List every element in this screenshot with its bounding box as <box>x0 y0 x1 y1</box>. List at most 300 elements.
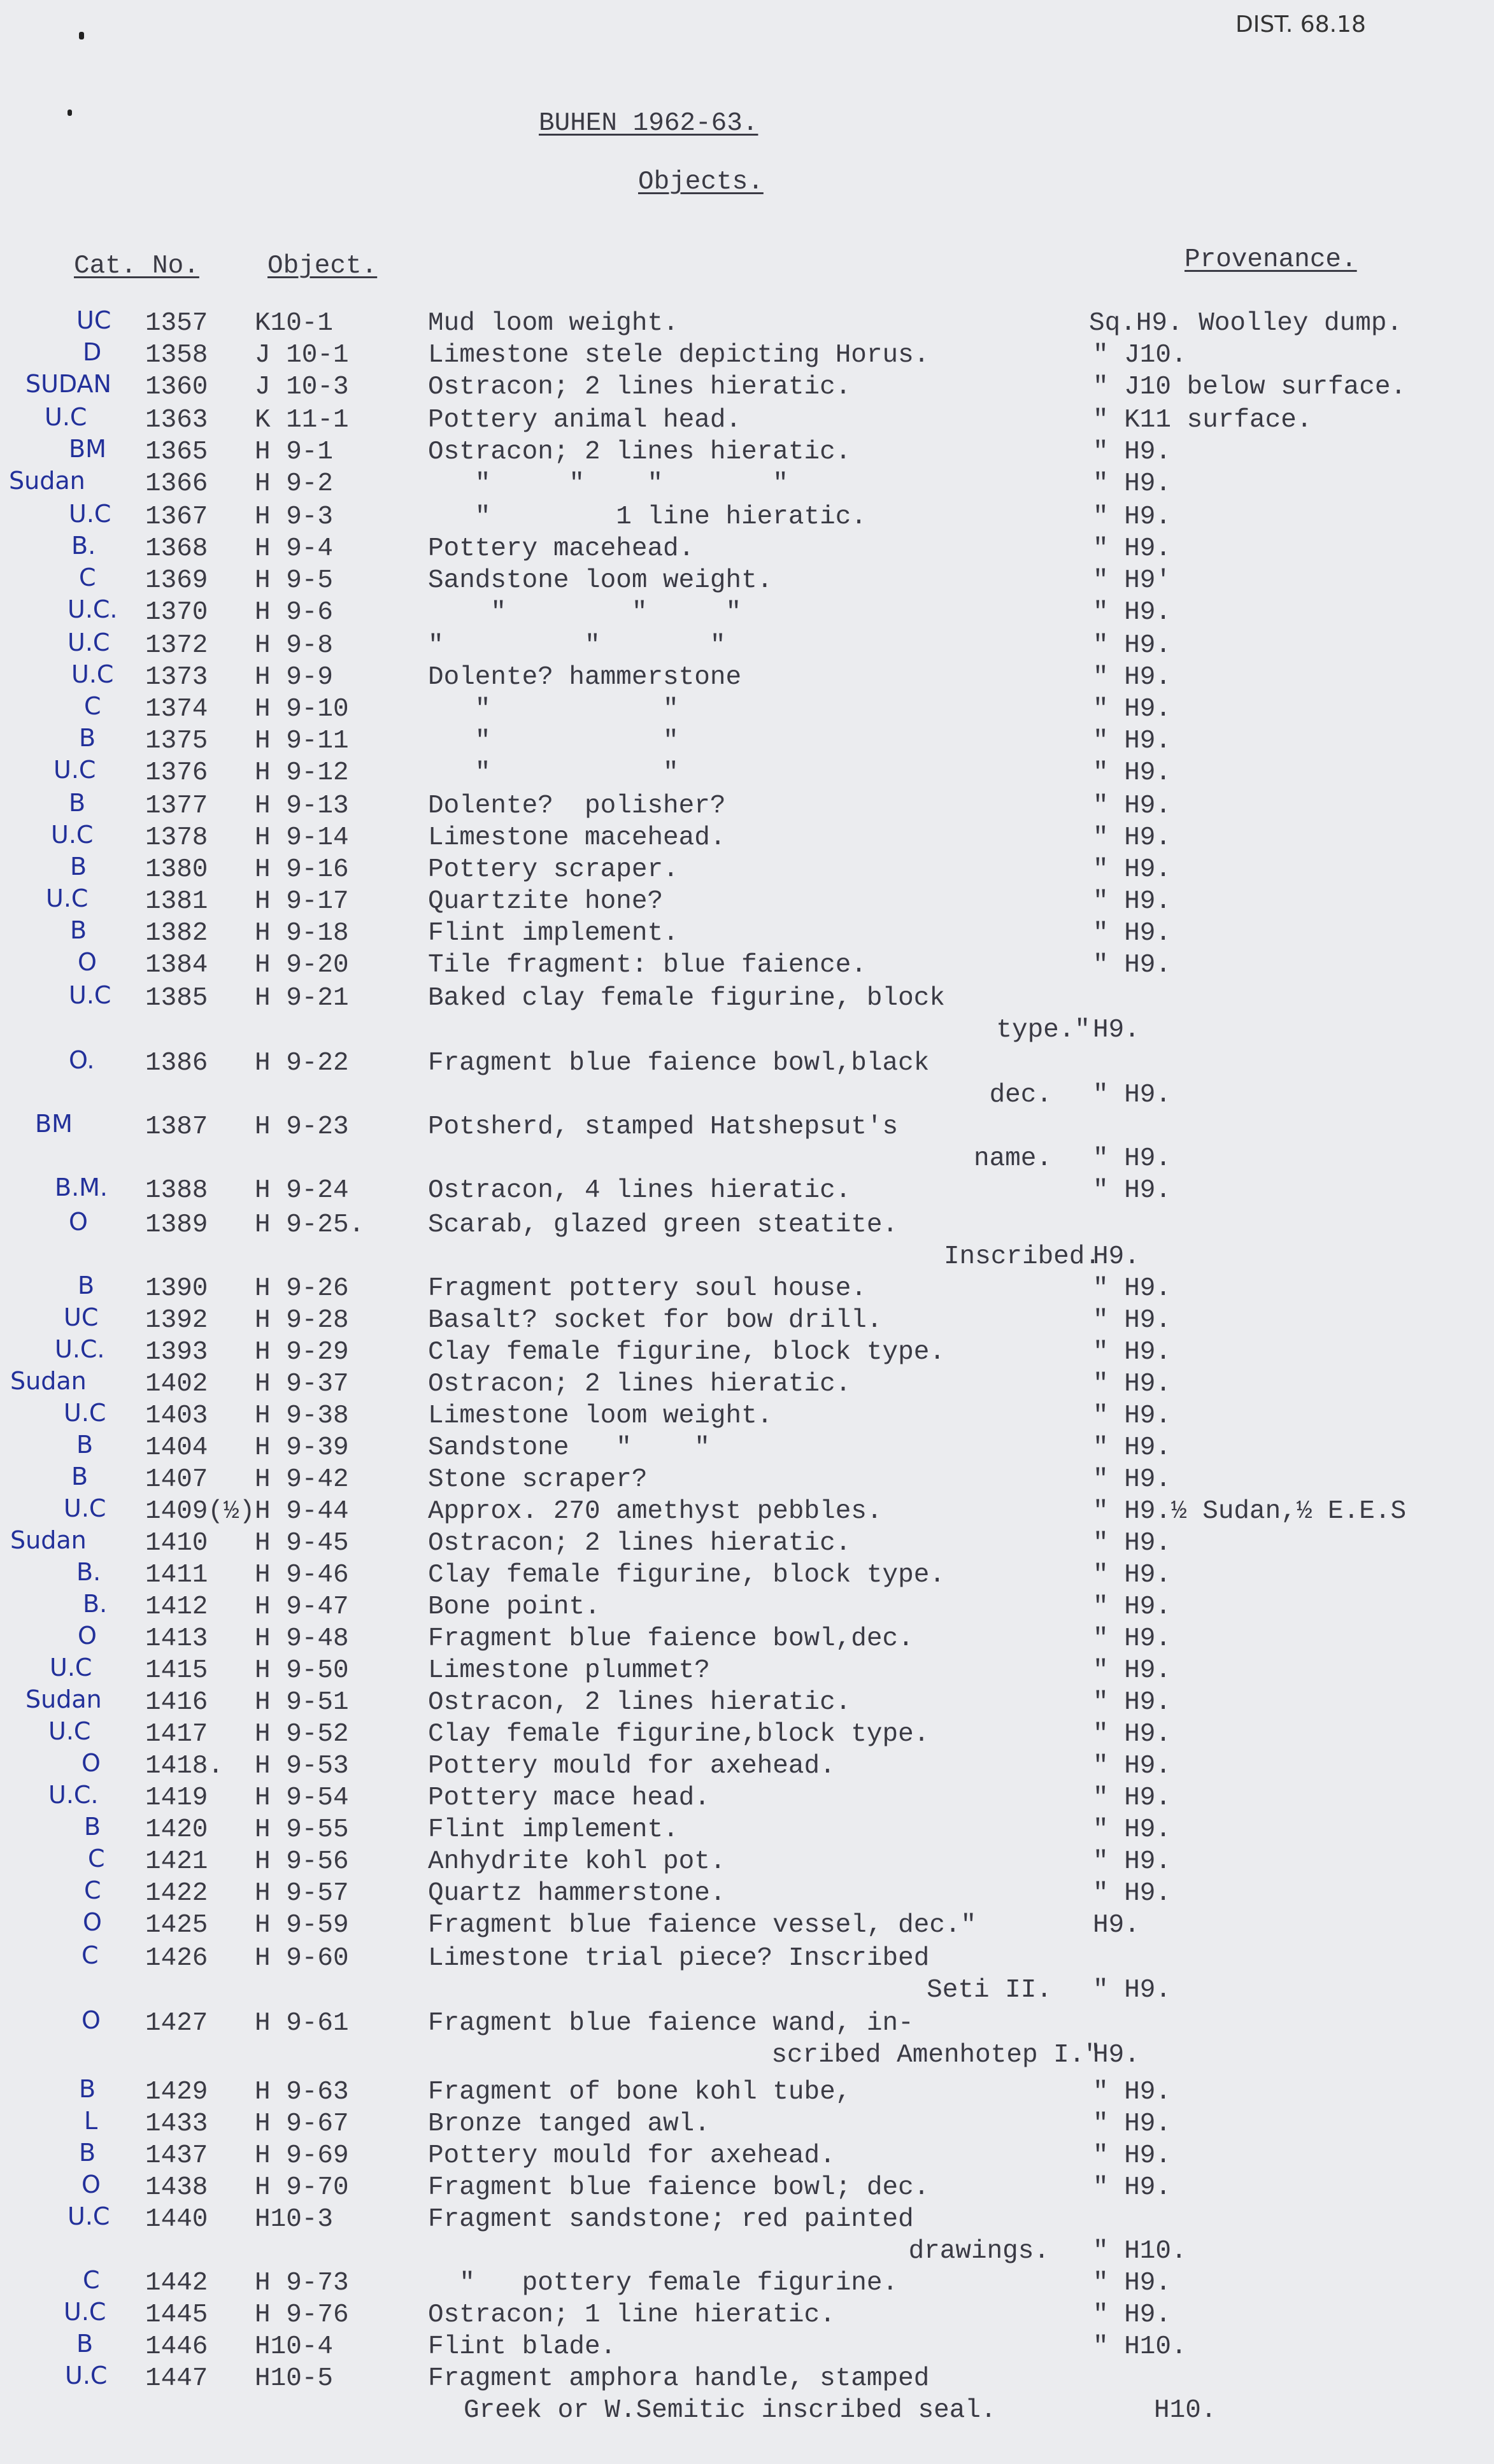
destination-note: B <box>76 2330 94 2358</box>
square-location: H 9-54 <box>255 1783 349 1813</box>
catalogue-number: 1378 <box>145 823 208 853</box>
provenance: " H9.½ Sudan,½ E.E.S <box>1093 1497 1407 1526</box>
object-description: Ostracon, 4 lines hieratic. <box>428 1176 851 1205</box>
catalogue-number: 1429 <box>145 2078 208 2107</box>
destination-note: B <box>70 853 87 881</box>
object-description: Approx. 270 amethyst pebbles. <box>428 1497 883 1526</box>
square-location: H 9-47 <box>255 1592 349 1622</box>
object-description: Limestone loom weight. <box>428 1401 773 1431</box>
catalogue-number: 1411 <box>145 1561 208 1590</box>
destination-note: U.C <box>50 1653 92 1682</box>
destination-note: U.C <box>64 2298 106 2326</box>
square-location: H 9-3 <box>255 502 334 532</box>
catalogue-number: 1387 <box>145 1112 208 1142</box>
catalogue-number: 1426 <box>145 1944 208 1973</box>
object-description-continued: Greek or W.Semitic inscribed seal. <box>464 2396 997 2425</box>
destination-note: U.C. <box>55 1335 105 1363</box>
top-left-mark-2 <box>68 110 72 116</box>
square-location: H 9-38 <box>255 1401 349 1431</box>
provenance: " H9. <box>1093 2300 1172 2330</box>
object-description: " " " <box>428 631 726 660</box>
object-description: Limestone macehead. <box>428 823 726 853</box>
object-description: Limestone trial piece? Inscribed <box>428 1944 930 1973</box>
provenance: " H9. <box>1093 855 1172 884</box>
destination-note: Sudan <box>10 1367 87 1395</box>
destination-note: U.C <box>65 2361 108 2390</box>
catalogue-number: 1363 <box>145 406 208 435</box>
destination-note: B <box>69 789 86 817</box>
provenance: " H9. <box>1093 1176 1172 1205</box>
square-location: H 9-46 <box>255 1561 349 1590</box>
catalogue-number: 1418. <box>145 1752 224 1781</box>
square-location: H 9-42 <box>255 1465 349 1494</box>
provenance: " H9' <box>1093 566 1172 595</box>
object-description: Fragment blue faience bowl; dec. <box>428 2173 930 2202</box>
object-description: Ostracon; 1 line hieratic. <box>428 2300 836 2330</box>
square-location: H 9-8 <box>255 631 334 660</box>
object-description: " " <box>428 726 679 756</box>
header-provenance: Provenance. <box>1185 245 1357 274</box>
object-description: Fragment pottery soul house. <box>428 1274 867 1303</box>
square-location: H 9-51 <box>255 1688 349 1717</box>
destination-note: U.C <box>48 1717 91 1745</box>
square-location: H 9-55 <box>255 1815 349 1844</box>
provenance: H10. <box>1154 2396 1217 2425</box>
provenance: H9. <box>1093 1911 1140 1940</box>
catalogue-number: 1368 <box>145 534 208 563</box>
destination-note: O <box>78 948 97 976</box>
square-location: J 10-3 <box>255 372 349 402</box>
destination-note: Sudan <box>9 467 85 495</box>
destination-note: O <box>78 1622 97 1650</box>
destination-note: C <box>84 692 101 720</box>
catalogue-number: 1425 <box>145 1911 208 1940</box>
catalogue-number: 1358 <box>145 341 208 370</box>
square-location: K 11-1 <box>255 406 349 435</box>
square-location: H 9-73 <box>255 2269 349 2298</box>
object-description: " 1 line hieratic. <box>428 502 867 532</box>
square-location: H 9-76 <box>255 2300 349 2330</box>
catalogue-number: 1410 <box>145 1529 208 1558</box>
reference-number: DIST. 68.18 <box>1235 11 1366 38</box>
square-location: H 9-52 <box>255 1720 349 1749</box>
provenance: " H9. <box>1093 823 1172 853</box>
provenance: " H9. <box>1093 1306 1172 1335</box>
destination-note: C <box>88 1844 105 1873</box>
provenance: " H9. <box>1093 919 1172 948</box>
object-description-continued: Inscribed. <box>943 1242 1100 1271</box>
square-location: H 9-67 <box>255 2109 349 2139</box>
page-subtitle: Objects. <box>638 167 764 197</box>
object-description: Limestone plummet? <box>428 1656 710 1685</box>
destination-note: L <box>84 2107 98 2135</box>
object-description: Flint implement. <box>428 1815 679 1844</box>
destination-note: C <box>83 2266 100 2294</box>
object-description: Scarab, glazed green steatite. <box>428 1210 899 1240</box>
destination-note: C <box>84 1876 101 1904</box>
catalogue-number: 1392 <box>145 1306 208 1335</box>
catalogue-number: 1374 <box>145 695 208 724</box>
square-location: H 9-44 <box>255 1497 349 1526</box>
provenance: " H9. <box>1093 663 1172 692</box>
page-title: BUHEN 1962-63. <box>539 109 758 138</box>
square-location: H 9-45 <box>255 1529 349 1558</box>
square-location: H 9-37 <box>255 1370 349 1399</box>
destination-note: Sudan <box>10 1526 87 1554</box>
object-description: Potsherd, stamped Hatshepsut's <box>428 1112 899 1142</box>
provenance: " H9. <box>1093 726 1172 756</box>
provenance: " H9. <box>1093 1274 1172 1303</box>
catalogue-number: 1372 <box>145 631 208 660</box>
provenance: " H9. <box>1093 1080 1172 1110</box>
square-location: H 9-59 <box>255 1911 349 1940</box>
provenance: " H9. <box>1093 534 1172 563</box>
destination-note: U.C <box>53 756 96 784</box>
destination-note: O <box>82 2170 101 2198</box>
destination-note: U.C <box>64 1494 106 1522</box>
square-location: H 9-29 <box>255 1338 349 1367</box>
provenance: " H9. <box>1093 1656 1172 1685</box>
object-description: " " " " <box>428 469 788 499</box>
provenance: " H9. <box>1093 2109 1172 2139</box>
square-location: H 9-39 <box>255 1433 349 1462</box>
object-description: Fragment blue faience vessel, dec." <box>428 1911 977 1940</box>
provenance: " H9. <box>1093 1688 1172 1717</box>
square-location: H 9-70 <box>255 2173 349 2202</box>
catalogue-number: 1409(½) <box>145 1497 255 1526</box>
object-description: " pottery female figurine. <box>428 2269 899 2298</box>
square-location: H 9-2 <box>255 469 334 499</box>
object-description: Quartzite hone? <box>428 887 664 916</box>
destination-note: B <box>84 1813 101 1841</box>
square-location: J 10-1 <box>255 341 349 370</box>
object-description: Ostracon; 2 lines hieratic. <box>428 437 851 467</box>
destination-note: B. <box>83 1590 108 1618</box>
catalogue-number: 1445 <box>145 2300 208 2330</box>
provenance: " H9. <box>1093 1465 1172 1494</box>
provenance: " J10 below surface. <box>1093 372 1407 402</box>
square-location: H 9-53 <box>255 1752 349 1781</box>
catalogue-number: 1393 <box>145 1338 208 1367</box>
catalogue-number: 1419 <box>145 1783 208 1813</box>
square-location: H 9-21 <box>255 984 349 1013</box>
provenance: " H9. <box>1093 1561 1172 1590</box>
object-description: Flint implement. <box>428 919 679 948</box>
catalogue-number: 1367 <box>145 502 208 532</box>
provenance: " H9. <box>1093 951 1172 980</box>
provenance: " H9. <box>1093 2173 1172 2202</box>
destination-note: U.C <box>68 2202 110 2230</box>
destination-note: UC <box>64 1303 99 1331</box>
catalogue-number: 1382 <box>145 919 208 948</box>
catalogue-number: 1386 <box>145 1049 208 1078</box>
catalogue-number: 1446 <box>145 2332 208 2361</box>
destination-note: B <box>76 1431 94 1459</box>
object-description: " " " <box>428 598 742 627</box>
destination-note: U.C <box>46 884 89 912</box>
square-location: H 9-56 <box>255 1847 349 1876</box>
provenance: " H9. <box>1093 1370 1172 1399</box>
catalogue-number: 1360 <box>145 372 208 402</box>
destination-note: B <box>79 2139 96 2167</box>
object-description: Pottery mould for axehead. <box>428 1752 836 1781</box>
square-location: H 9-60 <box>255 1944 349 1973</box>
destination-note: Sudan <box>25 1685 102 1713</box>
destination-note: O. <box>69 1046 95 1074</box>
catalogue-number: 1365 <box>145 437 208 467</box>
provenance: " H9. <box>1093 598 1172 627</box>
object-description: Pottery animal head. <box>428 406 742 435</box>
square-location: H10-3 <box>255 2205 334 2234</box>
provenance: H9. <box>1093 1016 1140 1045</box>
provenance: " H9. <box>1093 791 1172 821</box>
square-location: H 9-26 <box>255 1274 349 1303</box>
provenance: " H9. <box>1093 1433 1172 1462</box>
square-location: H 9-5 <box>255 566 334 595</box>
destination-note: U.C. <box>68 595 118 623</box>
object-description: Clay female figurine,block type. <box>428 1720 930 1749</box>
square-location: H 9-48 <box>255 1624 349 1653</box>
provenance: " H9. <box>1093 2269 1172 2298</box>
square-location: H 9-20 <box>255 951 349 980</box>
object-description: Fragment blue faience bowl,dec. <box>428 1624 914 1653</box>
square-location: H 9-50 <box>255 1656 349 1685</box>
destination-note: SUDAN <box>25 370 111 398</box>
provenance: " H10. <box>1093 2237 1187 2266</box>
square-location: H 9-61 <box>255 2009 349 2038</box>
catalogue-number: 1404 <box>145 1433 208 1462</box>
square-location: H 9-14 <box>255 823 349 853</box>
square-location: H 9-9 <box>255 663 334 692</box>
catalogue-number: 1384 <box>145 951 208 980</box>
provenance: " H9. <box>1093 887 1172 916</box>
square-location: H 9-23 <box>255 1112 349 1142</box>
object-description-continued: scribed Amenhotep I." <box>771 2041 1100 2070</box>
catalogue-number: 1440 <box>145 2205 208 2234</box>
destination-note: U.C <box>68 628 110 656</box>
catalogue-number: 1416 <box>145 1688 208 1717</box>
object-description-continued: type." <box>996 1016 1090 1045</box>
catalogue-number: 1388 <box>145 1176 208 1205</box>
provenance: " H9. <box>1093 1401 1172 1431</box>
object-description: Quartz hammerstone. <box>428 1879 726 1908</box>
destination-note: B <box>78 1271 95 1299</box>
object-description: Ostracon, 2 lines hieratic. <box>428 1688 851 1717</box>
catalogue-number: 1370 <box>145 598 208 627</box>
provenance: " H9. <box>1093 695 1172 724</box>
top-left-mark-1 <box>79 32 84 39</box>
header-cat-no: Cat. No. <box>74 251 199 281</box>
provenance: " H9. <box>1093 1879 1172 1908</box>
object-description: Basalt? socket for bow drill. <box>428 1306 883 1335</box>
object-description: Sandstone " " <box>428 1433 710 1462</box>
catalogue-number: 1390 <box>145 1274 208 1303</box>
destination-note: B. <box>71 532 96 560</box>
destination-note: U.C <box>69 981 111 1009</box>
catalogue-number: 1357 <box>145 309 208 338</box>
provenance: " H9. <box>1093 469 1172 499</box>
catalogue-number: 1417 <box>145 1720 208 1749</box>
square-location: H10-4 <box>255 2332 334 2361</box>
object-description: Fragment blue faience wand, in- <box>428 2009 914 2038</box>
catalogue-number: 1376 <box>145 758 208 788</box>
object-description-continued: drawings. <box>908 2237 1049 2266</box>
object-description-continued: dec. <box>989 1080 1052 1110</box>
destination-note: BM <box>69 435 106 463</box>
object-description: Clay female figurine, block type. <box>428 1561 945 1590</box>
square-location: H 9-12 <box>255 758 349 788</box>
provenance: " K11 surface. <box>1093 406 1313 435</box>
destination-note: U.C <box>51 821 94 849</box>
square-location: H 9-17 <box>255 887 349 916</box>
provenance: " H9. <box>1093 1720 1172 1749</box>
catalogue-number: 1427 <box>145 2009 208 2038</box>
catalogue-number: 1402 <box>145 1370 208 1399</box>
destination-note: D <box>83 338 102 366</box>
destination-note: C <box>82 1941 99 1969</box>
provenance: " H9. <box>1093 1529 1172 1558</box>
square-location: H 9-4 <box>255 534 334 563</box>
object-description: Bone point. <box>428 1592 601 1622</box>
object-description: Anhydrite kohl pot. <box>428 1847 726 1876</box>
object-description: Limestone stele depicting Horus. <box>428 341 930 370</box>
destination-note: O <box>82 1749 101 1777</box>
provenance: H9. <box>1093 2041 1140 2070</box>
catalogue-number: 1422 <box>145 1879 208 1908</box>
object-description: Dolente? hammerstone <box>428 663 742 692</box>
destination-note: O <box>83 1908 102 1936</box>
provenance: " H9. <box>1093 1783 1172 1813</box>
provenance: " H9. <box>1093 502 1172 532</box>
catalogue-number: 1380 <box>145 855 208 884</box>
destination-note: C <box>79 563 96 591</box>
object-description: Fragment amphora handle, stamped <box>428 2364 930 2393</box>
catalogue-number: 1377 <box>145 791 208 821</box>
destination-note: O <box>82 2006 101 2034</box>
catalogue-number: 1421 <box>145 1847 208 1876</box>
square-location: H 9-1 <box>255 437 334 467</box>
destination-note: BM <box>35 1110 73 1138</box>
object-description: Clay female figurine, block type. <box>428 1338 945 1367</box>
provenance: " H9. <box>1093 1624 1172 1653</box>
destination-note: B <box>70 916 87 944</box>
catalogue-number: 1413 <box>145 1624 208 1653</box>
object-description: Fragment sandstone; red painted <box>428 2205 914 2234</box>
catalogue-number: 1381 <box>145 887 208 916</box>
catalogue-number: 1403 <box>145 1401 208 1431</box>
catalogue-number: 1375 <box>145 726 208 756</box>
catalogue-number: 1415 <box>145 1656 208 1685</box>
catalogue-number: 1438 <box>145 2173 208 2202</box>
object-description: Sandstone loom weight. <box>428 566 773 595</box>
provenance: Sq.H9. Woolley dump. <box>1089 309 1403 338</box>
provenance: " H10. <box>1093 2332 1187 2361</box>
provenance: " H9. <box>1093 1976 1172 2005</box>
provenance: " J10. <box>1093 341 1187 370</box>
provenance: " H9. <box>1093 758 1172 788</box>
destination-note: U.C <box>64 1399 106 1427</box>
provenance: " H9. <box>1093 1815 1172 1844</box>
object-description: Pottery mould for axehead. <box>428 2141 836 2170</box>
provenance: " H9. <box>1093 1144 1172 1173</box>
provenance: " H9. <box>1093 437 1172 467</box>
provenance: " H9. <box>1093 2078 1172 2107</box>
catalogue-number: 1412 <box>145 1592 208 1622</box>
object-description-continued: name. <box>973 1144 1052 1173</box>
square-location: H 9-57 <box>255 1879 349 1908</box>
object-description: Fragment of bone kohl tube, <box>428 2078 851 2107</box>
object-description: Baked clay female figurine, block <box>428 984 945 1013</box>
provenance: " H9. <box>1093 1752 1172 1781</box>
object-description: Pottery scraper. <box>428 855 679 884</box>
square-location: H 9-28 <box>255 1306 349 1335</box>
catalogue-number: 1433 <box>145 2109 208 2139</box>
object-description: Dolente? polisher? <box>428 791 726 821</box>
object-description: Ostracon; 2 lines hieratic. <box>428 372 851 402</box>
catalogue-number: 1373 <box>145 663 208 692</box>
square-location: H 9-24 <box>255 1176 349 1205</box>
catalogue-number: 1420 <box>145 1815 208 1844</box>
destination-note: B <box>79 724 96 752</box>
destination-note: UC <box>76 306 111 334</box>
catalogue-number: 1442 <box>145 2269 208 2298</box>
catalogue-number: 1447 <box>145 2364 208 2393</box>
provenance: " H9. <box>1093 631 1172 660</box>
object-description: Pottery macehead. <box>428 534 695 563</box>
square-location: H10-5 <box>255 2364 334 2393</box>
provenance: " H9. <box>1093 1592 1172 1622</box>
destination-note: U.C <box>69 500 111 528</box>
object-description: " " <box>428 758 679 788</box>
destination-note: U.C <box>71 660 114 688</box>
square-location: H 9-18 <box>255 919 349 948</box>
square-location: H 9-13 <box>255 791 349 821</box>
object-description-continued: Seti II. <box>927 1976 1052 2005</box>
provenance: " H9. <box>1093 1338 1172 1367</box>
square-location: H 9-63 <box>255 2078 349 2107</box>
object-description: Bronze tanged awl. <box>428 2109 710 2139</box>
destination-note: B. <box>76 1558 101 1586</box>
object-description: Stone scraper? <box>428 1465 648 1494</box>
object-description: Fragment blue faience bowl,black <box>428 1049 930 1078</box>
header-object: Object. <box>267 251 378 281</box>
square-location: H 9-11 <box>255 726 349 756</box>
square-location: H 9-69 <box>255 2141 349 2170</box>
square-location: H 9-25. <box>255 1210 365 1240</box>
catalogue-number: 1389 <box>145 1210 208 1240</box>
catalogue-number: 1407 <box>145 1465 208 1494</box>
object-description: " " <box>428 695 679 724</box>
destination-note: B.M. <box>55 1173 108 1201</box>
object-description: Tile fragment: blue faience. <box>428 951 867 980</box>
catalogue-number: 1385 <box>145 984 208 1013</box>
catalogue-number: 1369 <box>145 566 208 595</box>
square-location: H 9-16 <box>255 855 349 884</box>
object-description: Flint blade. <box>428 2332 616 2361</box>
provenance: H9. <box>1093 1242 1140 1271</box>
square-location: H 9-10 <box>255 695 349 724</box>
square-location: H 9-22 <box>255 1049 349 1078</box>
destination-note: U.C. <box>48 1781 99 1809</box>
object-description: Ostracon; 2 lines hieratic. <box>428 1370 851 1399</box>
destination-note: U.C <box>45 403 87 431</box>
destination-note: O <box>69 1208 88 1236</box>
square-location: H 9-6 <box>255 598 334 627</box>
object-description: Ostracon; 2 lines hieratic. <box>428 1529 851 1558</box>
catalogue-number: 1437 <box>145 2141 208 2170</box>
object-description: Mud loom weight. <box>428 309 679 338</box>
square-location: K10-1 <box>255 309 334 338</box>
